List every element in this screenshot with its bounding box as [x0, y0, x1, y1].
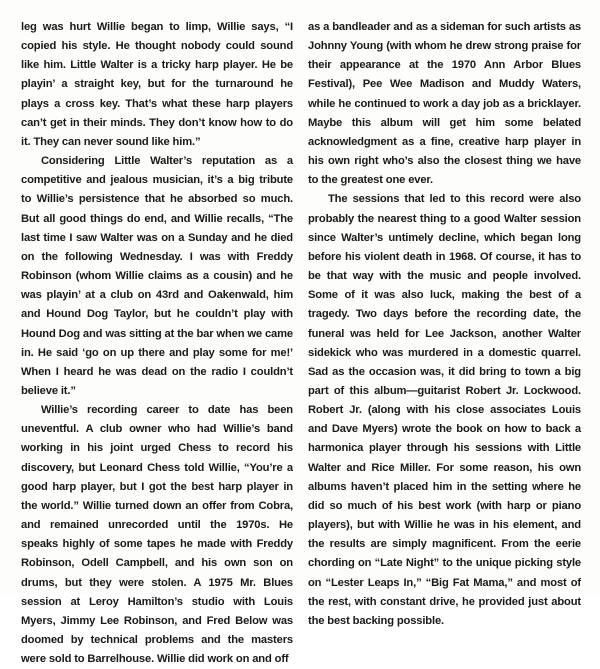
paragraph: The sessions that led to this record were also probably the nearest thing to a good Walter session since Walter’s untimely decline, which began long before his violent death in 1968. Of course, it has to be that way with the music and people involved. Some of it was also luck, making the best of a tragedy. Two days before the recording date, the funeral was held for Lee Jackson, another Walter sidekick who was murdered in a domestic quarrel. Sad as the occasion was, it did bring to town a big part of this album—guitarist Robert Jr. Lockwood. Robert Jr. (along with his close associates Louis and Dave Myers) wrote the book on how to back a harmonica player through his sessions with Little Walter and Rice Miller. For some reason, his own albums haven’t placed him in the setting where he did so much of his best work (with harp or piano players), but with Willie he was in his element, and the results are simply magnificent. From the eerie chording on “Late Night” to the unique picking style on “Lester Leaps In,” “Big Fat Mama,” and most of the rest, with constant drive, he provided just about the best backing possible.	[308, 193, 581, 627]
paragraph: as a bandleader and as a sideman for such artists as Johnny Young (with whom he drew strong praise for their appearance at the 1970 Ann Arbor Blues Festival), Pee Wee Madison and Muddy Waters, while he continued to work a day job as a bricklayer. Maybe this album will get him some belated acknowledgment as a fine, creative harp player in his own right who’s also the closest thing we have to the greatest one ever.	[308, 21, 581, 187]
paragraph: Considering Little Walter’s reputation as a competitive and jealous musician, it’s a big tribute to Willie’s persistence that he absorbed so much. But all good things do end, and Willie recalls, “The last time I saw Walter was on a Sunday and he died on the following Wednesday. I was with Freddy Robinson (whom Willie claims as a cousin) and he was playin’ at a club on 43rd and Oakenwald, him and Hound Dog Taylor, but he couldn’t play with Hound Dog and was sitting at the bar when we came in. He said ‘go on up there and play some for me!’ When I heard he was dead on the radio I couldn’t believe it.”	[21, 155, 293, 397]
paragraph: leg was hurt Willie began to limp, Willie says, “I copied his style. He thought nobody could sound like him. Little Walter is a tricky harp player. He be playin’ a straight key, but for the turnaround he plays a cross key. That’s what these harp players can’t get in their minds. They don’t know how to do it. They can never sound like him.”	[21, 21, 293, 148]
left-column	[21, 18, 293, 669]
paragraph: Willie’s recording career to date has been uneventful. A club owner who had Willie’s band working in his joint urged Chess to record his discovery, but Leonard Chess told Willie, “You’re a good harp player, but I got the best harp player in the world.” Willie turned down an offer from Cobra, and remained unrecorded until the 1970s. He speaks highly of some tapes he made with Freddy Robinson, Odell Campbell, and his own son on drums, but they were stolen. A 1975 Mr. Blues session at Leroy Hamilton’s studio with Louis Myers, Jimmy Lee Robinson, and Fred Below was doomed by technical problems and the masters were sold to Barrelhouse. Willie did work on and off	[21, 404, 293, 666]
right-column	[308, 18, 581, 631]
